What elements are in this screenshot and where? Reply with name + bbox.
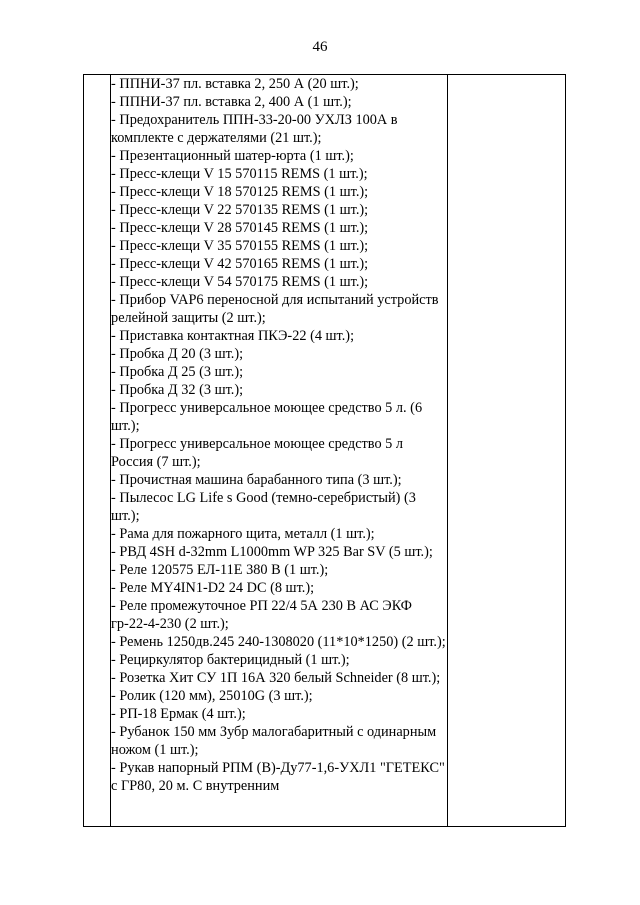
list-item: - Пресс-клещи V 28 570145 REMS (1 шт.); xyxy=(111,220,369,236)
list-item: - Прочистная машина барабанного типа (3 шт.); xyxy=(111,472,402,488)
list-item: - Рама для пожарного щита, металл (1 шт.); xyxy=(111,526,375,542)
item-list xyxy=(111,75,447,795)
list-item: - Реле 120575 ЕЛ-11Е 380 В (1 шт.); xyxy=(111,562,329,578)
list-item: - Пресс-клещи V 15 570115 REMS (1 шт.); xyxy=(111,166,368,182)
item-list-cell xyxy=(111,75,448,827)
list-item: - Приставка контактная ПКЭ-22 (4 шт.); xyxy=(111,328,355,344)
list-item: - Ремень 1250дв.245 240-1308020 (11*10*1250) (2 шт.); xyxy=(111,634,446,650)
list-item: - Реле промежуточное РП 22/4 5А 230 В АС ЭКФ гр-22-4-230 (2 шт.); xyxy=(111,598,412,632)
list-item: - Рубанок 150 мм Зубр малогабаритный с одинарным ножом (1 шт.); xyxy=(111,724,437,758)
list-item: - Предохранитель ППН-33-20-00 УХЛЗ 100А в комплекте с держателями (21 шт.); xyxy=(111,112,398,146)
list-item: - РП-18 Ермак (4 шт.); xyxy=(111,706,246,722)
list-item: - Пробка Д 32 (3 шт.); xyxy=(111,382,244,398)
list-item: - Рукав напорный РПМ (В)-Ду77-1,6-УХЛ1 "ГЕТЕКС" с ГР80, 20 м. С внутренним xyxy=(111,760,445,794)
list-item: - Пробка Д 25 (3 шт.); xyxy=(111,364,244,380)
table-row xyxy=(84,75,566,827)
list-item: - Пресс-клещи V 22 570135 REMS (1 шт.); xyxy=(111,202,369,218)
list-item: - Пылесос LG Life s Good (темно-серебристый) (3 шт.); xyxy=(111,490,416,524)
list-item: - Реле MY4IN1-D2 24 DC (8 шт.); xyxy=(111,580,315,596)
inventory-table xyxy=(83,74,566,827)
list-item: - Прогресс универсальное моющее средство 5 л. (6 шт.); xyxy=(111,400,423,434)
list-item: - Ролик (120 мм), 25010G (3 шт.); xyxy=(111,688,313,704)
list-item: - Прибор VAP6 переносной для испытаний устройств релейной защиты (2 шт.); xyxy=(111,292,439,326)
list-item: - Рециркулятор бактерицидный (1 шт.); xyxy=(111,652,350,668)
list-item: - Пресс-клещи V 42 570165 REMS (1 шт.); xyxy=(111,256,369,272)
list-item: - Розетка Хит СУ 1П 16А 320 белый Schneider (8 шт.); xyxy=(111,670,441,686)
page-number: 46 xyxy=(312,39,328,55)
empty-cell xyxy=(447,75,565,827)
list-item: - Презентационный шатер-юрта (1 шт.); xyxy=(111,148,354,164)
list-item: - Пробка Д 20 (3 шт.); xyxy=(111,346,244,362)
list-item: - Пресс-клещи V 35 570155 REMS (1 шт.); xyxy=(111,238,369,254)
list-item: - Пресс-клещи V 54 570175 REMS (1 шт.); xyxy=(111,274,369,290)
list-item: - РВД 4SH d-32mm L1000mm WP 325 Bar SV (5 шт.); xyxy=(111,544,433,560)
row-number-cell xyxy=(84,75,111,827)
list-item: - Прогресс универсальное моющее средство 5 л Россия (7 шт.); xyxy=(111,436,404,470)
list-item: - ППНИ-37 пл. вставка 2, 400 А (1 шт.); xyxy=(111,94,352,110)
list-item: - Пресс-клещи V 18 570125 REMS (1 шт.); xyxy=(111,184,369,200)
list-item: - ППНИ-37 пл. вставка 2, 250 А (20 шт.); xyxy=(111,76,359,92)
